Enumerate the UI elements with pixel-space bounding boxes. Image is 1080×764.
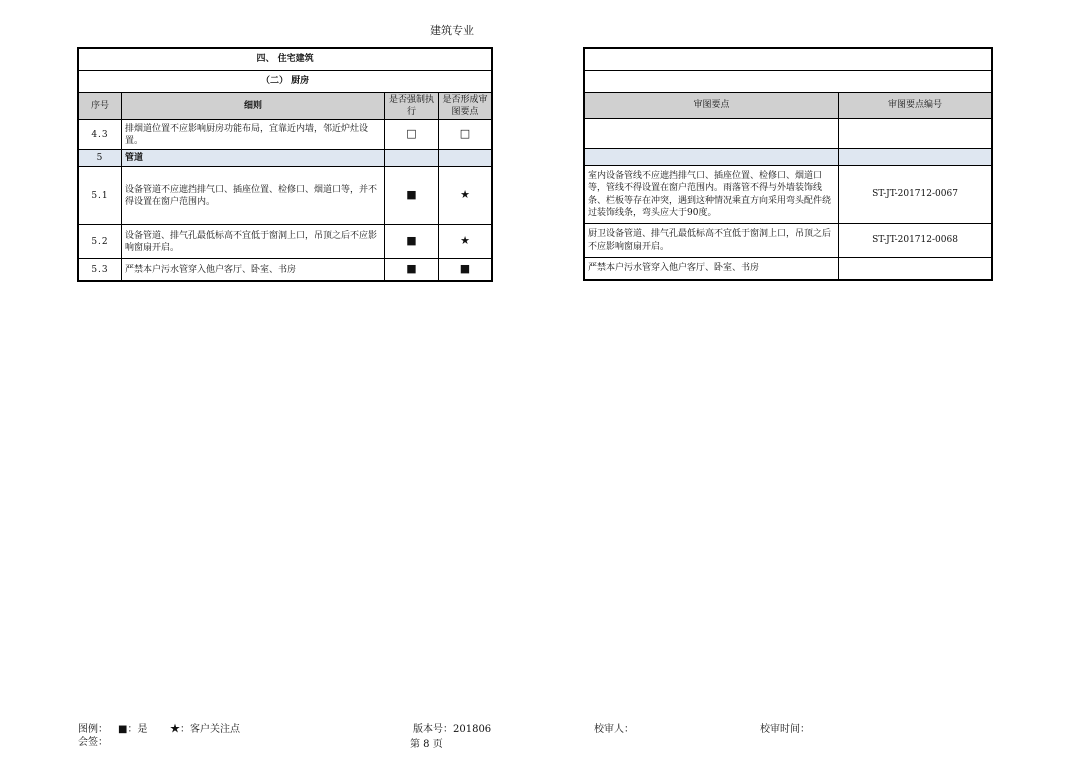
reviewer-label: 校审人： (594, 724, 634, 735)
countersign-label: 会签： (78, 737, 108, 748)
row-no: 5.1 (79, 167, 122, 225)
review-point: 严禁本户污水管穿入他户客厅、卧室、书房 (585, 258, 839, 280)
review-point: 室内设备管线不应遮挡排气口、插座位置、检修口、烟道口等，管线不得设置在窗户范围内。雨落管不得与外墙装饰线条、栏板等存在冲突，遇到这种情况乘直方向采用弯头配件绕过装饰线条，弯头应大于90度。 (585, 166, 839, 224)
review-mark (439, 150, 492, 167)
row-rule: 排烟道位置不应影响厨房功能布局，宜靠近内墙，邻近炉灶设置。 (122, 120, 385, 150)
col-point-header: 审图要点 (585, 93, 839, 119)
review-mark: ■ (439, 259, 492, 281)
review-time-label: 校审时间： (760, 724, 810, 735)
subsection-title: （二） 厨房 (79, 71, 492, 93)
review-code (839, 149, 992, 166)
legend-star: ★：客户关注点 (170, 724, 240, 735)
review-mark: ★ (439, 225, 492, 259)
blank-title-row (585, 49, 992, 71)
rules-table (78, 48, 492, 281)
version-number: 版本号：201806 (413, 724, 492, 735)
row-rule: 设备管道不应遮挡排气口、插座位置、检修口、烟道口等，并不得设置在窗户范围内。 (122, 167, 385, 225)
review-code (839, 258, 992, 280)
table-row (585, 149, 992, 166)
row-rule: 设备管道、排气孔最低标高不宜低于窗洞上口，吊顶之后不应影响窗扇开启。 (122, 225, 385, 259)
table-row (79, 225, 492, 259)
legend-yes: ■：是 (118, 724, 148, 735)
table-row (585, 119, 992, 149)
review-mark: ★ (439, 167, 492, 225)
row-no: 5.2 (79, 225, 122, 259)
row-rule: 管道 (122, 150, 385, 167)
blank-subtitle-row (585, 71, 992, 93)
col-rule-header: 细则 (122, 93, 385, 120)
row-no: 5.3 (79, 259, 122, 281)
table-row (79, 120, 492, 150)
col-review-header: 是否形成审图要点 (439, 93, 492, 120)
review-code (839, 119, 992, 149)
mandatory-mark: ■ (385, 259, 439, 281)
review-mark: □ (439, 120, 492, 150)
page-number: 第 8 页 (410, 739, 443, 750)
discipline-header: 建筑专业 (430, 24, 474, 37)
mandatory-mark: ■ (385, 225, 439, 259)
col-no-header: 序号 (79, 93, 122, 120)
row-rule: 严禁本户污水管穿入他户客厅、卧室、书房 (122, 259, 385, 281)
col-code-header: 审图要点编号 (839, 93, 992, 119)
review-code: ST-JT-201712-0068 (839, 224, 992, 258)
mandatory-mark (385, 150, 439, 167)
mandatory-mark: ■ (385, 167, 439, 225)
mandatory-mark: □ (385, 120, 439, 150)
col-mandatory-header: 是否强制执行 (385, 93, 439, 120)
section-title: 四、 住宅建筑 (79, 49, 492, 71)
table-row (79, 167, 492, 225)
table-row (585, 166, 992, 224)
table-row (79, 150, 492, 167)
legend-label: 图例： (78, 724, 108, 735)
table-row (79, 259, 492, 281)
table-row (585, 224, 992, 258)
review-code: ST-JT-201712-0067 (839, 166, 992, 224)
row-no: 4.3 (79, 120, 122, 150)
review-points-table (584, 48, 992, 280)
table-row (585, 258, 992, 280)
row-no: 5 (79, 150, 122, 167)
review-point: 厨卫设备管道、排气孔最低标高不宜低于窗洞上口，吊顶之后不应影响窗扇开启。 (585, 224, 839, 258)
review-point (585, 149, 839, 166)
review-point (585, 119, 839, 149)
